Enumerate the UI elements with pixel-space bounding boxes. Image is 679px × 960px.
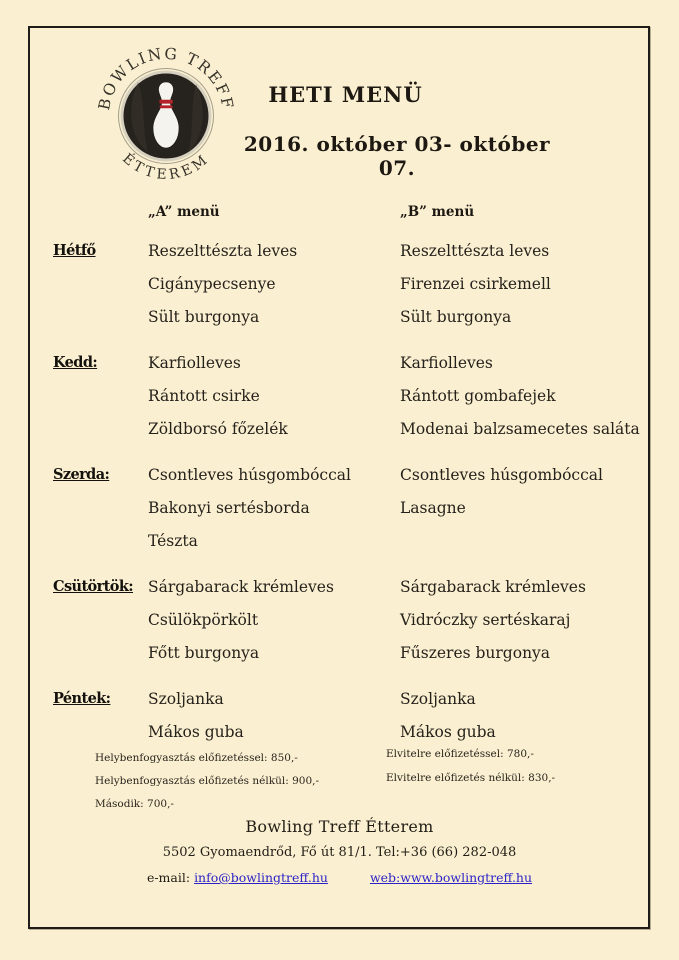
- menu-item-a: Szoljanka: [148, 690, 224, 708]
- menu-item-b: Karfiolleves: [400, 354, 493, 372]
- menu-header-row: [53, 202, 623, 240]
- logo-top-text: BOWLING TREFF: [96, 44, 237, 112]
- menu-item-b: Modenai balzsamecetes saláta: [400, 420, 640, 438]
- menu-day-hetfo: [53, 240, 623, 339]
- page-title: HETI MENÜ: [268, 82, 423, 107]
- menu-row: [53, 306, 623, 339]
- menu-item-a: Rántott csirke: [148, 387, 260, 405]
- menu-row: [53, 418, 640, 451]
- day-label: Csütörtök:: [53, 578, 134, 595]
- menu-row: [53, 240, 623, 273]
- menu-row: [53, 352, 623, 385]
- price-line: Helybenfogyasztás előfizetés nélkül: 900,-: [95, 775, 320, 787]
- email-group: [147, 870, 328, 885]
- col-b-header: „B” menü: [400, 204, 475, 220]
- menu-item-b: Rántott gombafejek: [400, 387, 556, 405]
- restaurant-logo: [96, 42, 238, 188]
- day-label: Szerda:: [53, 466, 110, 483]
- menu-item-a: Karfiolleves: [148, 354, 241, 372]
- menu-day-kedd: [53, 352, 640, 451]
- menu-item-a: Mákos guba: [148, 723, 244, 741]
- price-line: Második: 700,-: [95, 798, 174, 810]
- menu-row: [53, 273, 623, 306]
- day-label: Hétfő: [53, 242, 96, 259]
- menu-row: [53, 688, 623, 721]
- menu-item-b: Firenzei csirkemell: [400, 275, 551, 293]
- menu-item-a: Sárgabarack krémleves: [148, 578, 334, 596]
- price-line: Elvitelre előfizetés nélkül: 830,-: [386, 772, 556, 784]
- menu-row: [53, 609, 623, 642]
- menu-item-a: Cigánypecsenye: [148, 275, 276, 293]
- restaurant-name: Bowling Treff Étterem: [245, 817, 434, 836]
- price-line: Elvitelre előfizetéssel: 780,-: [386, 748, 534, 760]
- pin-stripe-top: [159, 100, 172, 104]
- price-line: Helybenfogyasztás előfizetéssel: 850,-: [95, 752, 298, 764]
- menu-item-a: Bakonyi sertésborda: [148, 499, 310, 517]
- menu-item-b: Sült burgonya: [400, 308, 512, 326]
- day-label: Péntek:: [53, 690, 111, 707]
- menu-item-a: Csülökpörkölt: [148, 611, 259, 629]
- menu-row: [53, 642, 623, 675]
- menu-item-a: Tészta: [148, 532, 198, 550]
- menu-item-b: Csontleves húsgombóccal: [400, 466, 603, 484]
- menu-item-b: Sárgabarack krémleves: [400, 578, 586, 596]
- restaurant-address: 5502 Gyomaendrőd, Fő út 81/1. Tel:+36 (66) 282-048: [162, 845, 517, 860]
- day-label: Kedd:: [53, 354, 98, 371]
- menu-item-b: Lasagne: [400, 499, 466, 517]
- pin-stripe-bottom: [160, 105, 173, 108]
- menu-item-a: Csontleves húsgombóccal: [148, 466, 351, 484]
- website-link[interactable]: web:www.bowlingtreff.hu: [369, 870, 533, 885]
- pricing-dinein: [95, 747, 319, 816]
- menu-item-b: Mákos guba: [400, 723, 496, 741]
- contact-row: [0, 870, 679, 885]
- weekly-menu-table: [53, 202, 640, 754]
- date-range: 2016. október 03- október 07.: [243, 132, 551, 180]
- menu-item-b: Reszelttészta leves: [400, 242, 550, 260]
- menu-row: [53, 497, 623, 530]
- menu-item-a: Reszelttészta leves: [148, 242, 298, 260]
- menu-item-a: Zöldborsó főzelék: [148, 420, 288, 438]
- menu-row: [53, 385, 623, 418]
- menu-day-csutortok: [53, 576, 623, 675]
- menu-row: [53, 576, 623, 609]
- menu-item-b: [400, 530, 623, 532]
- menu-item-b: Vidróczky sertéskaraj: [400, 611, 571, 629]
- bowling-logo-icon: [96, 42, 238, 188]
- menu-row: [53, 464, 623, 497]
- col-a-header: „A” menü: [148, 204, 220, 220]
- footer: [0, 817, 679, 885]
- menu-item-a: Főtt burgonya: [148, 644, 260, 662]
- menu-day-szerda: [53, 464, 623, 563]
- menu-item-b: Fűszeres burgonya: [400, 644, 551, 662]
- email-link[interactable]: info@bowlingtreff.hu: [194, 870, 328, 885]
- menu-item-a: Sült burgonya: [148, 308, 260, 326]
- day-column-spacer: [53, 202, 148, 204]
- pricing-takeaway: [386, 742, 555, 790]
- email-label: e-mail:: [146, 870, 191, 885]
- logo-bottom-text: ÉTTEREM: [119, 150, 214, 184]
- menu-item-b: Szoljanka: [400, 690, 476, 708]
- menu-row: [53, 530, 623, 563]
